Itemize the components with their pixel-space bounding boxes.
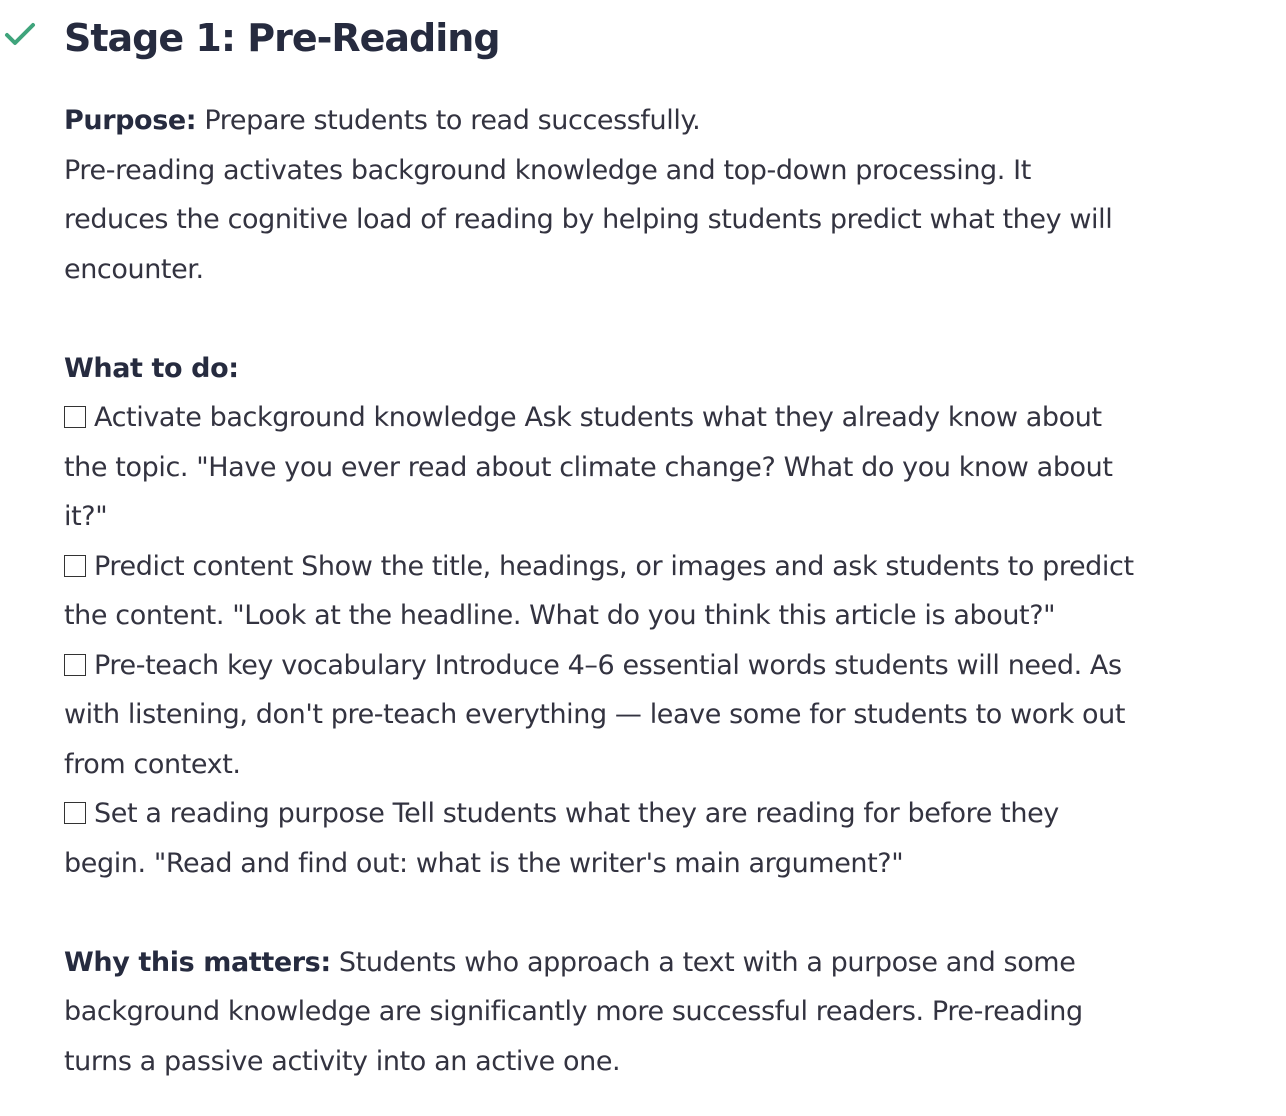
checkbox[interactable]	[64, 654, 86, 676]
spacer	[64, 888, 1224, 938]
checklist-item	[64, 641, 1224, 790]
checkbox[interactable]	[64, 802, 86, 824]
checklist-item-text: the topic. "Have you ever read about climate change? What do you know about	[64, 451, 1113, 483]
checklist-item-text: with listening, don't pre-teach everything — leave some for students to work out	[64, 699, 1126, 730]
why-text: turns a passive activity into an active one.	[64, 1045, 621, 1077]
spacer	[64, 294, 1224, 344]
purpose-label: Purpose:	[64, 105, 197, 136]
why-text: Students who approach a text with a purpose and some	[330, 946, 1076, 978]
why-label: Why this matters:	[64, 946, 331, 978]
checkbox[interactable]	[64, 406, 86, 428]
checklist-item-text: it?"	[64, 501, 108, 532]
checklist-item-text: Activate background knowledge Ask students what they already know about	[94, 402, 1102, 433]
stage-content	[64, 96, 1224, 1086]
purpose-body-line: encounter.	[64, 253, 204, 285]
checklist-item-text: Set a reading purpose Tell students what they are reading for before they	[94, 798, 1059, 829]
checklist-item-text: begin. "Read and find out: what is the writer's main argument?"	[64, 847, 904, 879]
purpose-line	[64, 96, 1224, 146]
why-line	[64, 938, 1224, 988]
checkbox[interactable]	[64, 555, 86, 577]
checklist-item-text: the content. "Look at the headline. What do you think this article is about?"	[64, 600, 1056, 631]
checklist-item-text: from context.	[64, 748, 241, 780]
checklist-item-text: Pre-teach key vocabulary Introduce 4–6 essential words students will need. As	[94, 649, 1122, 681]
checklist-item	[64, 393, 1224, 542]
what-to-do-label: What to do:	[64, 352, 239, 384]
checklist-item-text: Predict content Show the title, headings, or images and ask students to predict	[94, 550, 1134, 582]
checklist-item	[64, 542, 1224, 641]
checklist-item	[64, 789, 1224, 888]
stage-title: Stage 1: Pre-Reading	[64, 16, 500, 60]
purpose-text: Prepare students to read successfully.	[196, 105, 701, 136]
why-text: background knowledge are significantly more successful readers. Pre-reading	[64, 996, 1083, 1027]
check-icon	[4, 18, 36, 50]
purpose-body-line: Pre-reading activates background knowledge and top-down processing. It	[64, 154, 1031, 186]
purpose-body-line: reduces the cognitive load of reading by helping students predict what they will	[64, 204, 1113, 235]
